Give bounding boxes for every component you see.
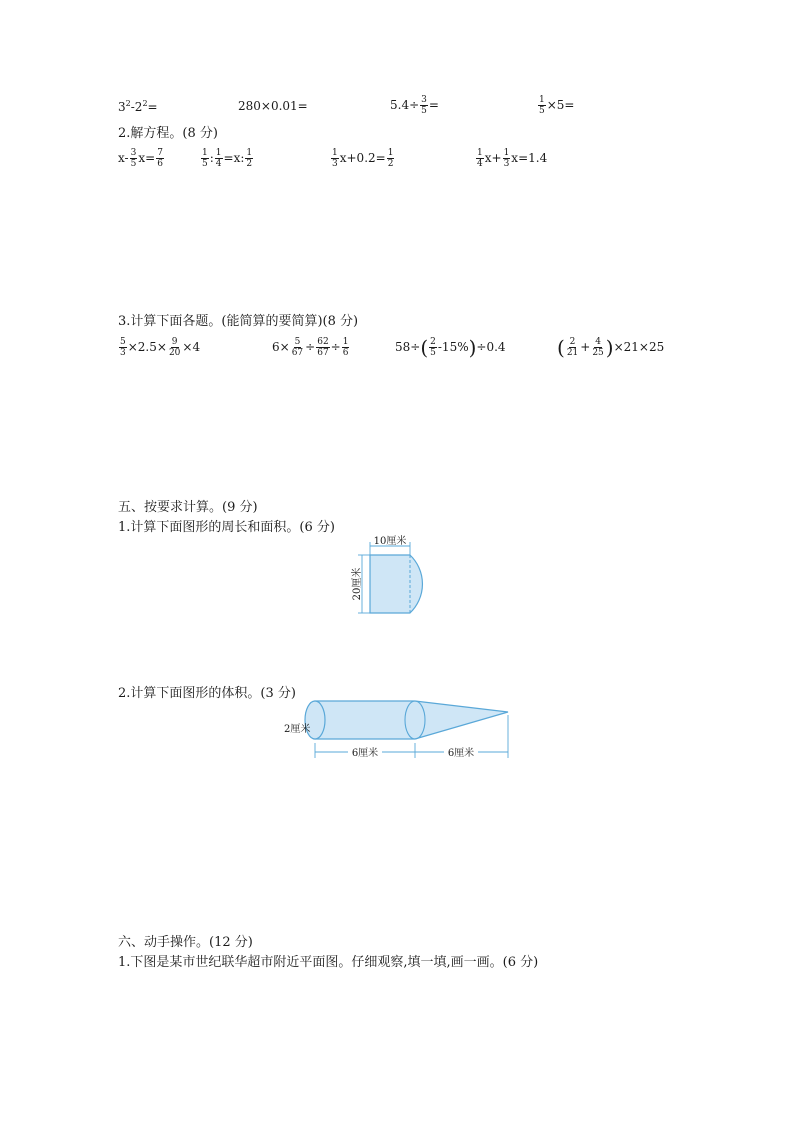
equation-3: $\frac{1}{3}$ x+0.2= $\frac{1}{2}$: [332, 148, 394, 169]
calc-3sq-minus-2sq: $3^2-2^2=$: [118, 99, 158, 114]
expression-4: ( $\frac{2}{21}$ + $\frac{4}{25}$ )×21×25: [557, 335, 665, 360]
figure-shape: [370, 555, 422, 613]
cone-length-label: 6厘米: [447, 748, 475, 759]
cylinder-cone-figure: [282, 690, 514, 766]
equation-2: $\frac{1}{5}$ : $\frac{1}{4}$ =x: $\frac{1}{2}$: [202, 148, 253, 169]
rectangle-semicircle-figure: [340, 528, 450, 620]
calc-280-times-001: 280×0.01=: [238, 99, 308, 113]
width-label: 10厘米: [373, 536, 407, 547]
sec5-q2-text: 2.计算下面图形的体积。(3 分): [118, 686, 296, 701]
expression-3: 58÷( $\frac{2}{5}$ -15%)÷0.4: [395, 335, 506, 360]
q2-title: 2.解方程。(8 分): [118, 126, 218, 141]
equation-4: $\frac{1}{4}$ x+ $\frac{1}{3}$ x=1.4: [477, 148, 548, 169]
expression-2: 6× $\frac{5}{67}$ ÷ $\frac{62}{67}$ ÷ $\frac{1}{6}$: [272, 337, 349, 358]
solid-body: [315, 701, 508, 739]
calc-frac-times-5: $\frac{1}{5}$ ×5=: [539, 95, 575, 116]
calc-5-4-div-frac: 5.4÷ $\frac{3}{5}$ =: [390, 95, 439, 116]
diameter-label: 2厘米: [284, 724, 311, 735]
sec6-q1-text: 1.下图是某市世纪联华超市附近平面图。仔细观察,填一填,画一画。(6 分): [118, 955, 539, 970]
height-label: 20厘米: [352, 567, 363, 601]
q3-title: 3.计算下面各题。(能简算的要简算)(8 分): [118, 314, 359, 329]
equation-1: x- $\frac{3}{5}$ x= $\frac{7}{6}$: [118, 148, 163, 169]
cylinder-length-label: 6厘米: [351, 748, 379, 759]
section-5-title: 五、按要求计算。(9 分): [118, 500, 258, 515]
expression-1: $\frac{5}{3}$ ×2.5× $\frac{9}{20}$ ×4: [120, 337, 201, 358]
section-6-title: 六、动手操作。(12 分): [118, 935, 253, 950]
sec5-q1-text: 1.计算下面图形的周长和面积。(6 分): [118, 520, 335, 535]
